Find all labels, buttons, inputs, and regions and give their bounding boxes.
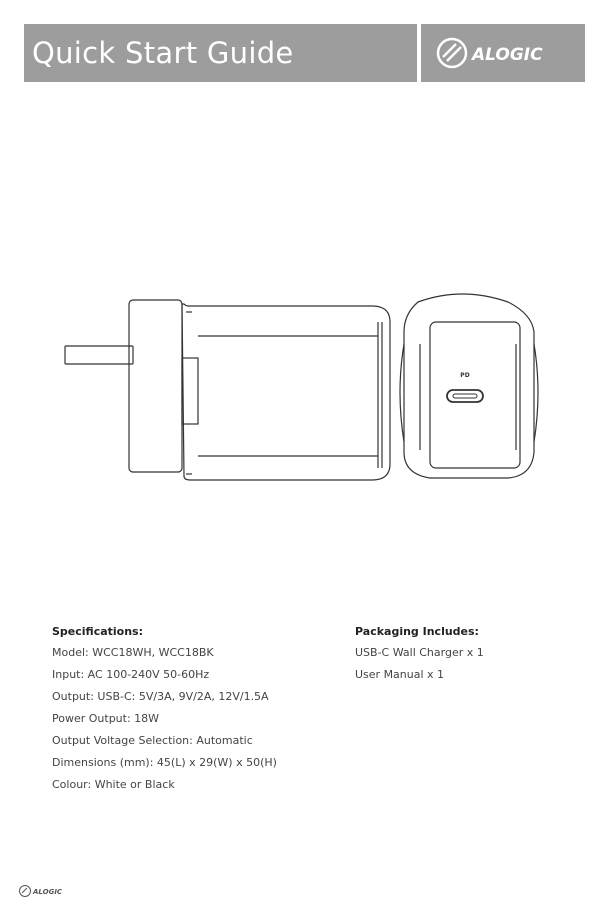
packaging-section [355, 625, 484, 690]
spec-line: Model: WCC18WH, WCC18BK [52, 646, 214, 659]
specifications-section [52, 625, 277, 800]
port-label: PD [460, 372, 470, 379]
specifications-heading: Specifications: [52, 625, 144, 638]
footer-alogic-logo-icon [18, 884, 78, 898]
spec-line: Dimensions (mm): 45(L) x 29(W) x 50(H) [52, 756, 277, 769]
charger-side-view [65, 300, 390, 480]
header-bar [24, 24, 417, 82]
packaging-heading: Packaging Includes: [355, 625, 479, 638]
page-title: Quick Start Guide [32, 36, 294, 70]
spec-line: Output Voltage Selection: Automatic [52, 734, 253, 747]
footer-logo-text: ALOGIC [33, 888, 63, 896]
spec-line: Colour: White or Black [52, 778, 175, 791]
spec-line: Input: AC 100-240V 50-60Hz [52, 668, 210, 681]
packaging-line: User Manual x 1 [355, 668, 445, 681]
spec-line: Output: USB-C: 5V/3A, 9V/2A, 12V/1.5A [52, 690, 269, 703]
brand-logo-box [421, 24, 585, 82]
logo-text: ALOGIC [472, 45, 543, 65]
spec-line: Power Output: 18W [52, 712, 160, 725]
alogic-logo-icon [434, 35, 572, 71]
packaging-line: USB-C Wall Charger x 1 [355, 646, 484, 659]
charger-front-view [400, 294, 538, 478]
product-illustration [60, 292, 540, 512]
